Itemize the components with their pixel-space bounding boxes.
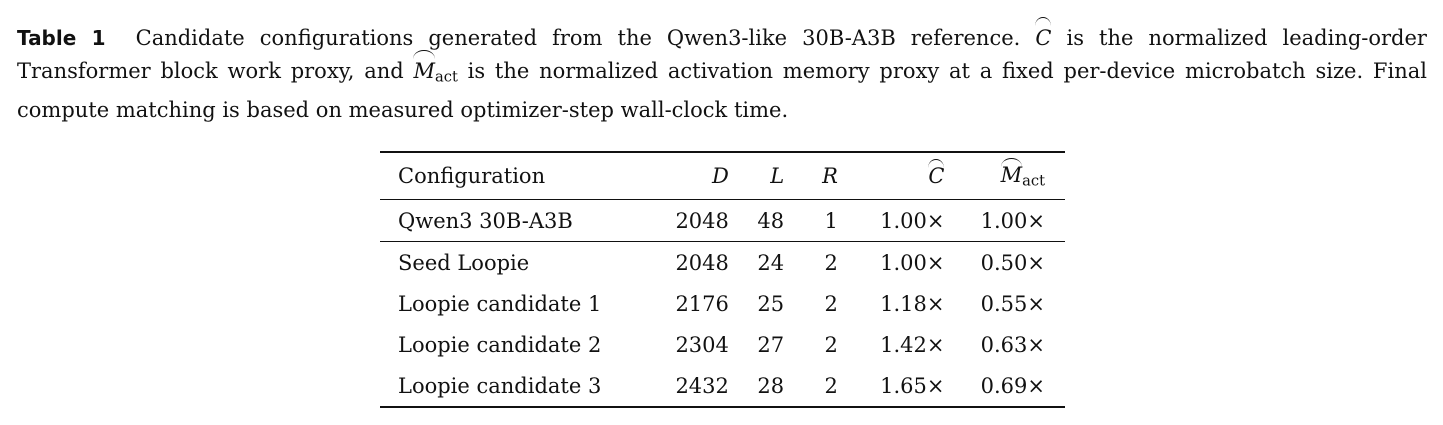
row-m-act: 0.50×	[980, 250, 1045, 275]
row-d: 2176	[675, 291, 729, 316]
caption-text-3: is the normalized activation memory proxy at a fixed per-device microbatch size. Final compute matching is based on measured optimizer-step wall-clock time.	[17, 59, 1427, 122]
configuration-table-wrapper	[380, 151, 1065, 408]
table-row	[380, 365, 1065, 407]
row-d: 2432	[675, 373, 729, 398]
row-configuration: Loopie candidate 1	[398, 291, 602, 316]
row-c-hat: 1.00×	[880, 250, 945, 275]
row-d: 2304	[675, 332, 729, 357]
row-c-hat: 1.00×	[880, 208, 945, 233]
row-c-hat: 1.18×	[880, 291, 945, 316]
header-m-subscript: act	[1022, 172, 1045, 190]
row-r: 2	[824, 250, 838, 275]
row-configuration: Loopie candidate 2	[398, 332, 602, 357]
table-row	[380, 242, 1065, 284]
row-l: 24	[757, 250, 785, 275]
row-configuration: Qwen3 30B-A3B	[398, 208, 573, 233]
row-r: 2	[824, 373, 838, 398]
row-c-hat: 1.42×	[880, 332, 945, 357]
table-row	[380, 324, 1065, 365]
row-configuration: Seed Loopie	[398, 250, 530, 275]
table-caption	[17, 22, 1427, 127]
m-hat-letter: M	[413, 55, 435, 88]
row-r: 2	[824, 291, 838, 316]
row-configuration: Loopie candidate 3	[398, 373, 602, 398]
row-m-act: 0.63×	[980, 332, 1045, 357]
header-c-symbol: C	[928, 164, 945, 188]
caption-text-1: Candidate configurations generated from the Qwen3-like 30B-A3B reference.	[135, 26, 1021, 50]
caption-text-2: is the normalized leading-order Transformer block work proxy, and	[17, 26, 1427, 83]
configuration-table	[380, 151, 1065, 408]
table-row	[380, 283, 1065, 324]
header-c-hat	[844, 152, 945, 200]
header-m-symbol: M	[1000, 162, 1023, 187]
m-act-subscript: act	[434, 68, 458, 86]
row-d: 2048	[675, 250, 729, 275]
header-configuration: Configuration	[398, 164, 546, 188]
row-l: 27	[757, 332, 785, 357]
row-m-act: 0.55×	[980, 291, 1045, 316]
table-header-row	[380, 152, 1065, 200]
row-m-act: 1.00×	[980, 208, 1045, 233]
row-c-hat: 1.65×	[880, 373, 945, 398]
table-label: Table 1	[17, 26, 106, 50]
header-l: L	[770, 164, 785, 188]
header-m-act	[944, 152, 1065, 200]
row-d: 2048	[675, 208, 729, 233]
c-hat-symbol: C	[1035, 22, 1051, 55]
row-l: 48	[757, 208, 785, 233]
row-l: 28	[757, 373, 785, 398]
row-r: 2	[824, 332, 838, 357]
m-act-symbol	[413, 55, 457, 94]
row-r: 1	[824, 208, 838, 233]
row-m-act: 0.69×	[980, 373, 1045, 398]
header-r: R	[822, 164, 838, 188]
table-row	[380, 200, 1065, 242]
header-d: D	[712, 164, 729, 188]
row-l: 25	[757, 291, 785, 316]
